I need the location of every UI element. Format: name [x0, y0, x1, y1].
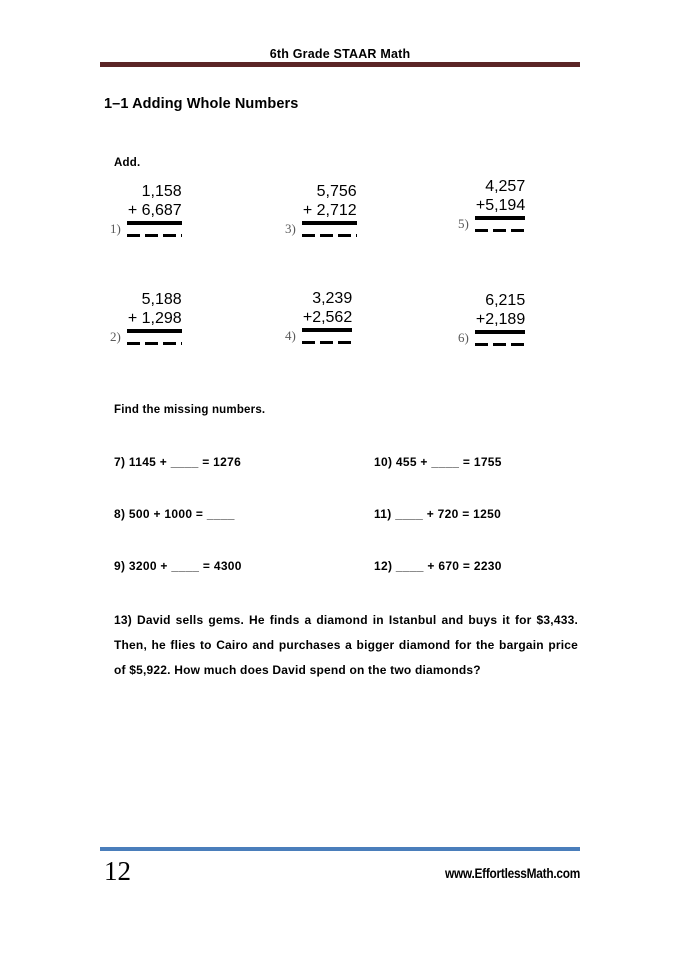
vertical-problem-4 [285, 289, 352, 344]
missing-number-item-10[interactable]: 10) 455 + ____ = 1755 [374, 455, 502, 469]
problem-stack [302, 182, 357, 237]
top-addend: 5,756 [316, 183, 357, 200]
missing-number-item-8[interactable]: 8) 500 + 1000 = ____ [114, 507, 235, 521]
sum-rule [302, 221, 357, 225]
missing-number-item-7[interactable]: 7) 1145 + ____ = 1276 [114, 455, 242, 469]
problem-stack [127, 290, 182, 345]
problem-stack [475, 291, 525, 346]
sum-rule [302, 328, 352, 332]
bottom-addend: +5,194 [475, 197, 526, 214]
top-addend: 4,257 [485, 178, 526, 195]
instruction-find-missing-numbers: Find the missing numbers. [114, 404, 266, 416]
answer-blank[interactable] [127, 234, 182, 237]
word-problem-13: 13) David sells gems. He finds a diamond in Istanbul and buys it for $3,433. Then, he flies to Cairo and purchases a bigger diamond for the bargain price of $5,922. How much does David spend on the two diamonds? [114, 613, 578, 677]
problem-stack [127, 182, 182, 237]
top-addend: 6,215 [485, 292, 526, 309]
sum-rule [475, 330, 525, 334]
problem-stack [475, 177, 525, 232]
answer-blank[interactable] [475, 343, 525, 346]
vertical-problem-3 [285, 182, 357, 237]
sum-rule [127, 329, 182, 333]
top-addend: 1,158 [141, 183, 182, 200]
answer-blank[interactable] [302, 234, 357, 237]
answer-blank[interactable] [475, 229, 525, 232]
answer-blank[interactable] [127, 342, 182, 345]
problem-number: 5) [458, 216, 469, 231]
section-title: 1–1 Adding Whole Numbers [104, 96, 299, 112]
answer-blank[interactable] [302, 341, 352, 344]
problem-number: 3) [285, 221, 296, 236]
problem-number: 4) [285, 328, 296, 343]
page-number: 12 [104, 856, 131, 886]
problem-number: 1) [110, 221, 121, 236]
header-divider-rule [100, 62, 580, 67]
footer-divider-rule [100, 847, 580, 851]
sum-rule [475, 216, 525, 220]
vertical-problem-5 [458, 177, 525, 232]
missing-number-item-9[interactable]: 9) 3200 + ____ = 4300 [114, 559, 242, 573]
bottom-addend: +2,562 [302, 309, 353, 326]
instruction-add: Add. [114, 157, 141, 169]
vertical-problem-2 [110, 290, 182, 345]
missing-number-item-12[interactable]: 12) ____ + 670 = 2230 [374, 559, 502, 573]
footer-website[interactable]: www.EffortlessMath.com [444, 866, 580, 881]
vertical-problem-1 [110, 182, 182, 237]
page-header-title: 6th Grade STAAR Math [269, 47, 411, 61]
bottom-addend: + 6,687 [127, 202, 182, 219]
bottom-addend: + 1,298 [127, 310, 182, 327]
bottom-addend: + 2,712 [302, 202, 357, 219]
top-addend: 5,188 [141, 291, 182, 308]
problem-stack [302, 289, 352, 344]
problem-number: 6) [458, 330, 469, 345]
sum-rule [127, 221, 182, 225]
bottom-addend: +2,189 [475, 311, 526, 328]
problem-number: 2) [110, 329, 121, 344]
missing-number-item-11[interactable]: 11) ____ + 720 = 1250 [374, 507, 502, 521]
top-addend: 3,239 [312, 290, 353, 307]
vertical-problem-6 [458, 291, 525, 346]
